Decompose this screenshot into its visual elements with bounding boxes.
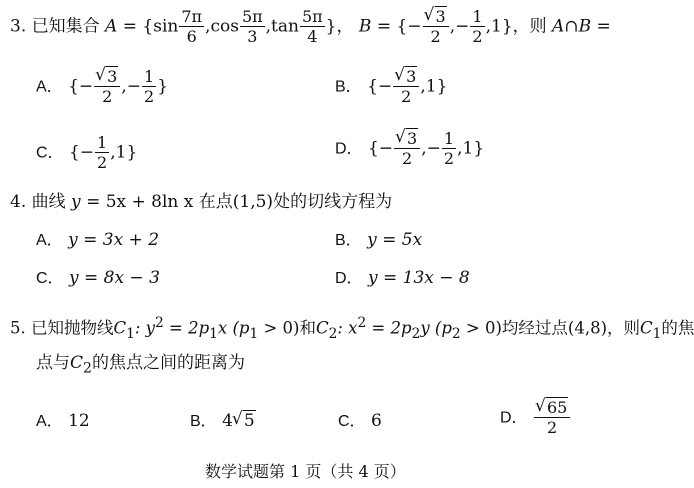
sqrt: √ 5 (231, 409, 255, 431)
q4-option-c[interactable]: C． y = 8x − 3 (36, 268, 160, 288)
option-label: A． (36, 78, 63, 96)
option-label: D． (500, 409, 528, 427)
option-label: C． (338, 413, 366, 430)
q5-option-d[interactable] (500, 396, 571, 437)
q3-option-a[interactable]: A． {− √ 3 2 ,− $\frac{1}{2}$ } (36, 65, 169, 106)
sqrt: √ 3 (394, 65, 417, 86)
option-label: C． (36, 144, 64, 162)
q3-stem: 3. 已知集合 A = {sin $\frac{7\pi}{6}$ ,cos $\frac{5\pi}{3}$ ,tan $\frac{5\pi}{4}$ }， B = {− √ 3 2 ,− $\frac{1}{2}$ ,1}，则 A∩B = (10, 5, 611, 46)
option-label: B． (335, 78, 362, 96)
option-label: B． (335, 232, 362, 249)
q4-option-d[interactable]: D． y = 13x − 8 (335, 268, 470, 288)
option-label: A． (36, 232, 63, 249)
option-label: D． (335, 140, 363, 158)
q3-number: 3. (10, 16, 27, 37)
fraction: √ 3 2 (394, 130, 420, 168)
fraction: $\frac{5\pi}{4}$ (301, 7, 323, 46)
q5-number: 5. (10, 318, 26, 338)
option-label: C． (36, 270, 64, 287)
option-label: D． (335, 270, 363, 287)
fraction: $\frac{1}{2}$ (144, 67, 155, 106)
fraction: $\frac{7\pi}{6}$ (181, 7, 203, 46)
q5-stem-line1: 5. 已知抛物线$C_1$: $y^2 = 2p_1x$ $(p_1 > 0)$和$C_2$: $x^2 = 2p_2y$ $(p_2 > 0)$均经过点(4,8)，则$C_1$的焦 (10, 315, 694, 342)
fraction: √ 3 2 (94, 68, 120, 106)
q5-option-a[interactable]: A． 12 (36, 411, 90, 431)
option-label: B． (190, 413, 217, 430)
fraction: $\frac{1}{2}$ (97, 133, 108, 172)
sqrt: √ 3 (95, 65, 118, 86)
fraction: √ 3 2 (393, 68, 419, 106)
q3-option-b[interactable]: B． {− √ 3 2 ,1} (335, 65, 448, 106)
sqrt: √ 3 (423, 5, 446, 26)
q3-option-d[interactable]: D． {− √ 3 2 ,− $\frac{1}{2}$ ,1} (335, 127, 485, 168)
option-label: A． (36, 413, 63, 430)
q4-stem: 4. 曲线 y = 5x + 8ln x 在点(1,5)处的切线方程为 (10, 192, 393, 212)
q4-option-a[interactable]: A． y = 3x + 2 (36, 230, 160, 250)
fraction: √ 3 2 (423, 8, 449, 46)
q5-option-b[interactable]: B． 4 √ 5 (190, 409, 255, 431)
sqrt: √ 65 (534, 396, 568, 417)
q5-option-c[interactable]: C． 6 (338, 411, 382, 431)
fraction: $\frac{5\pi}{3}$ (241, 7, 263, 46)
q4-number: 4. (10, 192, 27, 212)
q3-option-c[interactable]: C． {− $\frac{1}{2}$ ,1} (36, 133, 138, 172)
page-footer: 数学试题第 1 页（共 4 页） (205, 462, 406, 481)
fraction: √ 65 2 (534, 399, 570, 437)
fraction: $\frac{1}{2}$ (443, 129, 455, 168)
fraction: $\frac{1}{2}$ (472, 7, 483, 46)
q4-option-b[interactable]: B． y = 5x (335, 230, 423, 250)
sqrt: √ 3 (395, 127, 418, 148)
q5-stem-line2: 点与$C_2$的焦点之间的距离为 (36, 353, 246, 377)
